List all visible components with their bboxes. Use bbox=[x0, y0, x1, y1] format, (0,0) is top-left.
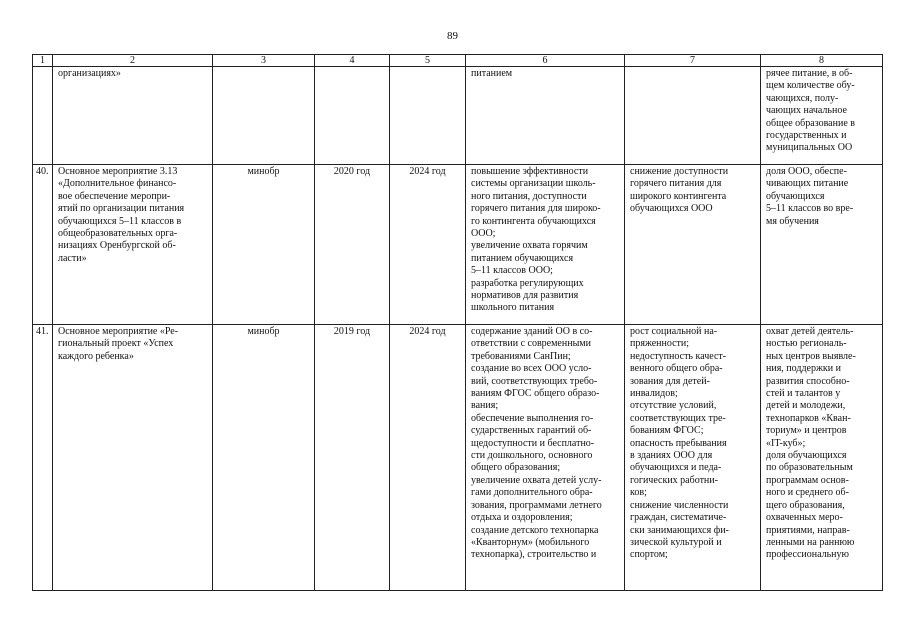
row-number-cell: 40. bbox=[33, 165, 53, 325]
end-year-cell: 2024 год bbox=[390, 325, 466, 591]
end-year-cell bbox=[390, 67, 466, 165]
consequences-cell: снижение доступности горячего питания для широкого контингента обучающихся ООО bbox=[625, 165, 761, 325]
column-header-8: 8 bbox=[761, 55, 883, 67]
executor-cell: минобр bbox=[213, 325, 315, 591]
start-year-cell bbox=[315, 67, 390, 165]
column-header-4: 4 bbox=[315, 55, 390, 67]
expected-result-cell: содержание зданий ОО в со- ответствии с современными требованиями СанПин; создание во всех ООО усло- вий, соответствующих требо- ваниям ФГОС общего образо- вания; обеспечение выполнения го- сударственных гарантий об- щедоступности и бесплатно- сти дошкольного, основного общего образования; увеличение охвата детей услу- гами дополнительного обра- зования, программами летнего отдыха и оздоровления; создание детского технопарка «Кванторнум» (мобильного технопарка), строительство и bbox=[466, 325, 625, 591]
indicator-cell: рячее питание, в об- щем количестве обу- чающихся, полу- чающих начальное общее образование в государственных и муниципальных ОО bbox=[761, 67, 883, 165]
column-header-5: 5 bbox=[390, 55, 466, 67]
column-header-1: 1 bbox=[33, 55, 53, 67]
start-year-cell: 2020 год bbox=[315, 165, 390, 325]
consequences-cell bbox=[625, 67, 761, 165]
column-number-row bbox=[33, 55, 883, 67]
column-header-2: 2 bbox=[53, 55, 213, 67]
table-row bbox=[33, 165, 883, 325]
measures-table bbox=[32, 54, 883, 591]
measure-name-cell: организациях» bbox=[53, 67, 213, 165]
indicator-cell: охват детей деятель- ностью региональ- ных центров выявле- ния, поддержки и развития способно- стей и талантов у детей и молодежи, технопарков «Кван- ториум» и центров «IT-куб»; доля обучающихся по образовательным программам основ- ного и среднего об- щего образования, охваченных меро- приятиями, направ- ленными на раннюю профессиональную bbox=[761, 325, 883, 591]
table-row bbox=[33, 325, 883, 591]
start-year-cell: 2019 год bbox=[315, 325, 390, 591]
column-header-3: 3 bbox=[213, 55, 315, 67]
column-header-6: 6 bbox=[466, 55, 625, 67]
executor-cell bbox=[213, 67, 315, 165]
expected-result-cell: повышение эффективности системы организации школь- ного питания, доступности горячего питания для широко- го контингента обучающихся ООО; увеличение охвата горячим питанием обучающихся 5–11 классов ООО; разработка регулирующих нормативов для развития школьного питания bbox=[466, 165, 625, 325]
row-number-cell bbox=[33, 67, 53, 165]
expected-result-cell: питанием bbox=[466, 67, 625, 165]
consequences-cell: рост социальной на- пряженности; недоступность качест- венного общего обра- зования для детей- инвалидов; отсутствие условий, соответствующих тре- бованиям ФГОС; опасность пребывания в зданиях ООО для обучающихся и педа- гогических работни- ков; снижение численности граждан, систематиче- ски занимающихся фи- зической культурой и спортом; bbox=[625, 325, 761, 591]
row-number-cell: 41. bbox=[33, 325, 53, 591]
measure-name-cell: Основное мероприятие «Ре- гиональный проект «Успех каждого ребенка» bbox=[53, 325, 213, 591]
end-year-cell: 2024 год bbox=[390, 165, 466, 325]
measure-name-cell: Основное мероприятие 3.13 «Дополнительное финансо- вое обеспечение меропри- ятий по организации питания обучающихся 5–11 классов в общеобразовательных орга- низациях Оренбургской об- ласти» bbox=[53, 165, 213, 325]
executor-cell: минобр bbox=[213, 165, 315, 325]
page-number: 89 bbox=[447, 30, 458, 42]
table-row bbox=[33, 67, 883, 165]
column-header-7: 7 bbox=[625, 55, 761, 67]
indicator-cell: доля ООО, обеспе- чивающих питание обучающихся 5–11 классов во вре- мя обучения bbox=[761, 165, 883, 325]
